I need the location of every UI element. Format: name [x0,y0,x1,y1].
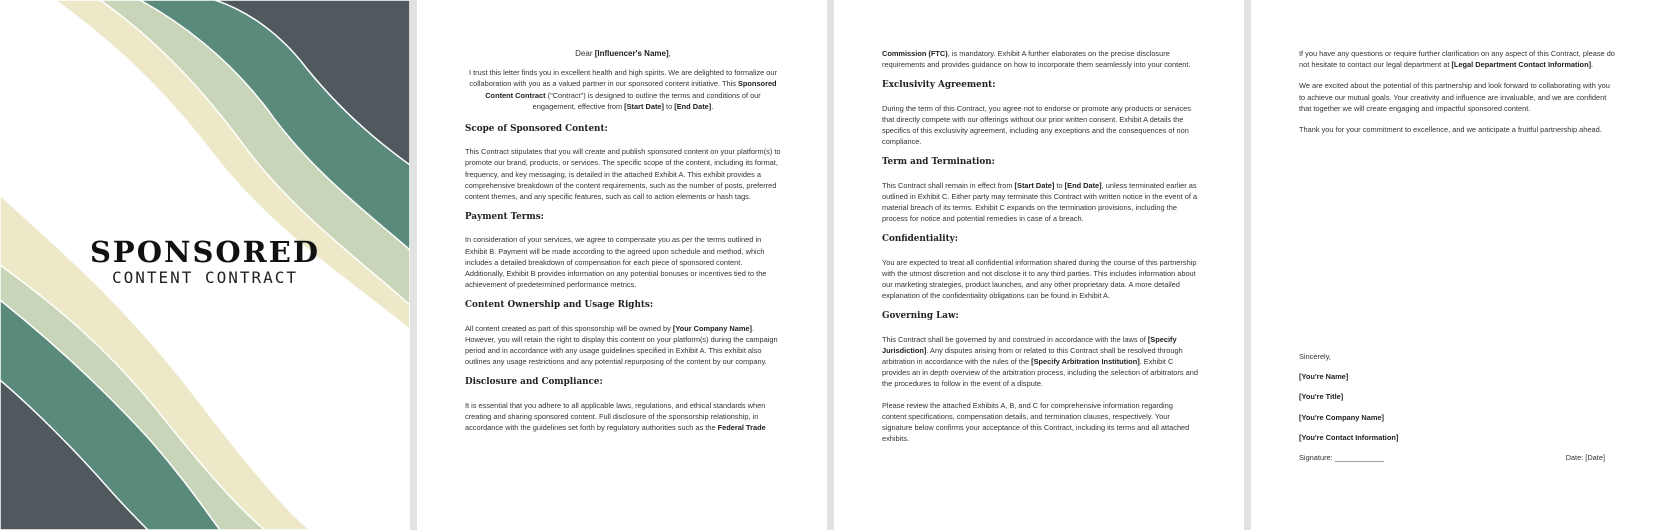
governing-law-paragraph: This Contract shall be governed by and construed in accordance with the laws of [Specify Jurisdiction]. Any disputes arising from or related to this Contract shall be resolved through arbitration in accordance with the rules of the [Specify Arbitration Institution]. Exhibit C provides an in depth overview of the arbitration process, including the selection of arbitrators and the procedures to follow in the event of a dispute. [882,334,1198,389]
term-heading: Term and Termination: [882,157,995,168]
thanks-paragraph: Thank you for your commitment to excellence, and we anticipate a fruitful partnership ahead. [1299,125,1602,135]
review-paragraph: Please review the attached Exhibits A, B, and C for comprehensive information regarding content specifications, compensation details, and termination clauses, respectively. Your signature below confirms your acceptance of this Contract, including its terms and all attached exhibits. [882,400,1190,444]
influencer-name-placeholder: [Influencer's Name] [594,49,669,58]
intro-paragraph: I trust this letter finds you in excellent health and high spirits. We are delighted to formalize our collaboration with you as a valued partner in our sponsored content initiative. This Sponsored Content Contract ("Contract") is designed to outline the terms and conditions of our engagement, effective from [Start Date] to [End Date]. [469,68,777,111]
cover-page [0,0,410,530]
letter-page-2 [834,0,1244,530]
questions-paragraph: If you have any questions or require further clarification on any aspect of this Contract, please do not hesitate to contact our legal department at [Legal Department Contact Information]. [1299,49,1615,70]
your-title-placeholder: [You're Title] [1299,392,1344,402]
scope-heading: Scope of Sponsored Content: [465,124,608,135]
letter-body-2 [882,48,1198,454]
cover-title-content-contract: CONTENT CONTRACT [111,268,299,287]
governing-law-heading: Governing Law: [882,311,959,322]
disclosure-continued: Commission (FTC), is mandatory. Exhibit A further elaborates on the precise disclosure requirements and provides guidance on how to incorporate them seamlessly into your content. [882,49,1191,70]
confidentiality-heading: Confidentiality: [882,234,959,245]
your-contact-placeholder: [You're Contact Information] [1299,432,1399,442]
scope-paragraph: This Contract stipulates that you will create and publish sponsored content on your platform(s) to promote our brand, products, or services. The specific scope of the content, including its format, frequency, and key messaging, is detailed in the attached Exhibit A. This exhibit provides a comprehensive breakdown of the content requirements, such as the number of posts, preferred content themes, and any specific features, such as call to action elements or hash tags. [465,147,781,202]
ownership-paragraph: All content created as part of this sponsorship will be owned by [Your Company Name]. However, you will retain the right to display this content on your platform(s) during the campaign period and in accordance with any usage guidelines specified in Exhibit A. This exhibit also outlines any usage restrictions and any potential repurposing of the content by our company. [465,323,778,367]
letter-page-3 [1251,0,1661,530]
payment-heading: Payment Terms: [465,212,544,223]
greeting: Dear [Influencer's Name], [575,49,671,58]
cover-title-block [0,236,410,288]
signature-block [1299,351,1615,463]
letter-page-1 [417,0,827,530]
ownership-heading: Content Ownership and Usage Rights: [465,300,654,311]
signature-line: Signature: ____________ [1299,453,1385,463]
letter-body-3 [1299,48,1615,145]
cover-title-sponsored: SPONSORED [89,235,321,269]
term-paragraph: This Contract shall remain in effect from [Start Date] to [End Date], unless terminated earlier as outlined in Exhibit C. Either party may terminate this Contract with written notice in the event of a material breach of its terms. Exhibit C expands on the termination provisions, including the process for notice and potential remedies in case of a breach. [882,180,1198,224]
letter-body [465,48,781,443]
disclosure-paragraph: It is essential that you adhere to all applicable laws, regulations, and ethical standards when creating and sharing sponsored content. Full disclosure of the sponsorship relationship, in accordance with the guidelines set forth by regulatory authorities such as the Federal Trade [465,400,766,433]
your-name-placeholder: [You're Name] [1299,372,1349,382]
exclusivity-paragraph: During the term of this Contract, you agree not to endorse or promote any products or services that directly compete with our offerings without our prior written consent. Exhibit A details the specifics of this exclusivity agreement, including any exceptions and the consequences of non compliance. [882,103,1191,147]
exclusivity-heading: Exclusivity Agreement: [882,80,996,91]
excited-paragraph: We are excited about the potential of this partnership and look forward to collaborating with you to achieve our mutual goals. Your creativity and influence are invaluable, and we are confident that together we will create engaging and impactful sponsored content. [1299,81,1610,113]
your-company-placeholder: [You're Company Name] [1299,412,1384,422]
signature-date-row [1299,452,1615,463]
sincerely: Sincerely, [1299,352,1331,361]
disclosure-heading: Disclosure and Compliance: [465,377,603,388]
confidentiality-paragraph: You are expected to treat all confidential information shared during the course of this partnership with the utmost discretion and not disclose it to any third parties. This includes information about our marketing strategies, product launches, and any other proprietary data. A more detailed explanation of the confidentiality obligations can be found in Exhibit A. [882,257,1197,301]
payment-paragraph: In consideration of your services, we agree to compensate you as per the terms outlined in Exhibit B. Payment will be made according to the agreed upon schedule and method, which includes a detailed breakdown of compensation for each piece of sponsored content. Additionally, Exhibit B provides information on any potential bonuses or incentives tied to the achievement of predetermined performance metrics. [465,235,767,290]
date-field: Date: [Date] [1565,453,1605,463]
